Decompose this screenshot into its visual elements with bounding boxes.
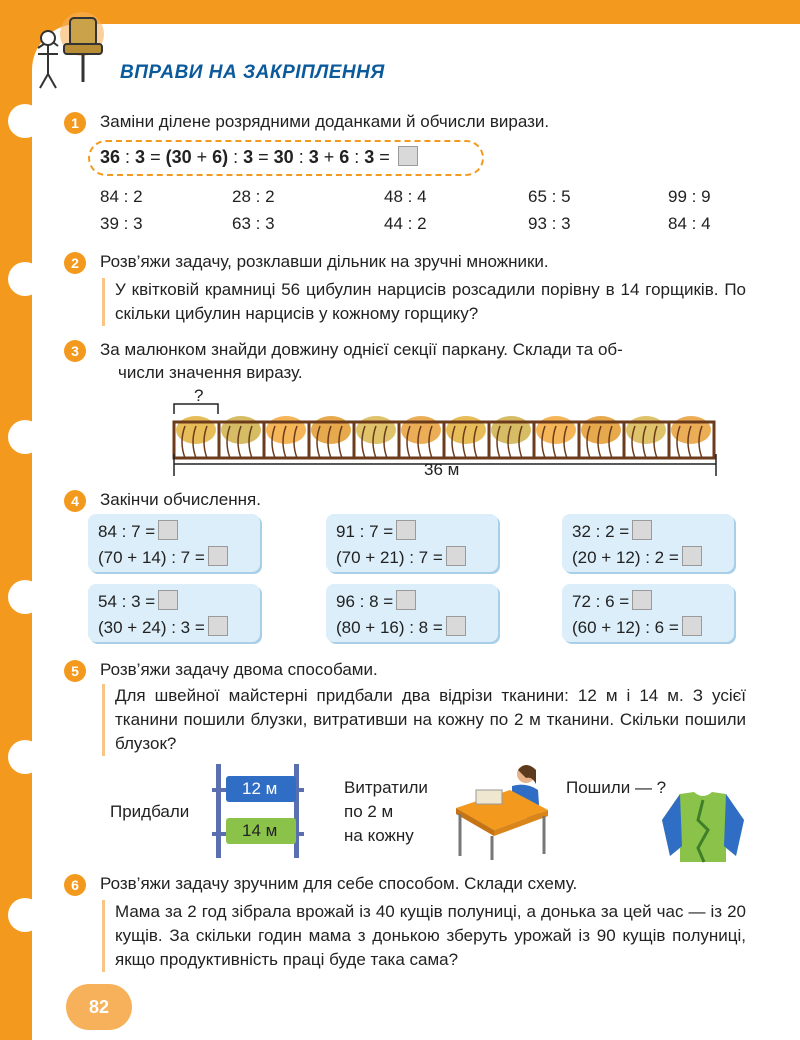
binder-hole: [8, 262, 42, 296]
calc-line: (20 + 12) : 2 =: [572, 546, 702, 569]
seamstress-illustration: [448, 760, 552, 860]
calc-card: [326, 584, 498, 642]
sewn-label: Пошили — ?: [566, 778, 667, 797]
spent-label: Витратили: [344, 778, 428, 797]
answer-box[interactable]: [446, 616, 466, 636]
task-number: 3: [64, 340, 86, 362]
task-instruction-cont: числи значення виразу.: [118, 363, 303, 382]
task-instruction: За малюнком знайди довжину однієї секції паркану. Склади та об-: [100, 340, 623, 359]
answer-box[interactable]: [396, 520, 416, 540]
spent-label: по 2 м: [344, 802, 394, 821]
word-problem: У квітковій крамниці 56 цибулин нарцисів розсадили порівну в 14 горщиків. По скільки цибулин нарцисів у кожному горщику?: [102, 278, 746, 326]
length-label: 36 м: [424, 460, 460, 479]
spent-label: на кожну: [344, 826, 414, 845]
word-problem: Мама за 2 год зібрала врожай із 40 кущів полуниці, а донька за цей час — із 20 кущів. За скільки годин мама з донькою зберуть урожай із 90 кущів полуниці, якщо продуктивність праці буде така сама?: [102, 900, 746, 972]
answer-box[interactable]: [632, 520, 652, 540]
roll-label: 12 м: [242, 779, 278, 798]
top-band: [0, 0, 800, 24]
task-number: 1: [64, 112, 86, 134]
binder-hole: [8, 898, 42, 932]
calc-line: 32 : 2 =: [572, 520, 652, 543]
calc-line: (60 + 12) : 6 =: [572, 616, 702, 639]
task-number: 4: [64, 490, 86, 512]
task-number: 6: [64, 874, 86, 896]
calc-line: (30 + 24) : 3 =: [98, 616, 228, 639]
example-equation: 36 : 3 = (30 + 6) : 3 = 30 : 3 + 6 : 3 =: [100, 145, 418, 169]
section-bracket: [174, 404, 218, 414]
answer-box[interactable]: [682, 616, 702, 636]
unknown-label: ?: [194, 386, 204, 405]
expression: 28 : 2: [232, 187, 275, 206]
binder-hole: [8, 580, 42, 614]
binder-hole: [8, 420, 42, 454]
answer-box[interactable]: [632, 590, 652, 610]
calc-card: [326, 514, 498, 572]
expression: 93 : 3: [528, 214, 571, 233]
calc-card: [562, 584, 734, 642]
binder-hole: [8, 104, 42, 138]
word-problem: Для швейної майстерні придбали два відрізи тканини: 12 м і 14 м. З усієї тканини пошили блузки, витративши на кожну по 2 м тканини. Скільки пошили блузок?: [102, 684, 746, 756]
calc-line: 84 : 7 =: [98, 520, 178, 543]
page-number: 82: [66, 984, 132, 1030]
calc-line: 72 : 6 =: [572, 590, 652, 613]
answer-box[interactable]: [158, 590, 178, 610]
answer-box[interactable]: [398, 146, 418, 166]
expression: 84 : 4: [668, 214, 711, 233]
answer-box[interactable]: [208, 546, 228, 566]
pin-character-icon: [18, 8, 118, 90]
calc-card: [88, 514, 260, 572]
answer-box[interactable]: [208, 616, 228, 636]
calc-card: [562, 514, 734, 572]
answer-box[interactable]: [396, 590, 416, 610]
calc-line: 91 : 7 =: [336, 520, 416, 543]
calc-line: 96 : 8 =: [336, 590, 416, 613]
task-instruction: Закінчи обчислення.: [100, 490, 261, 509]
expression: 99 : 9: [668, 187, 711, 206]
expression: 39 : 3: [100, 214, 143, 233]
answer-box[interactable]: [682, 546, 702, 566]
calc-line: (70 + 14) : 7 =: [98, 546, 228, 569]
calc-card: [88, 584, 260, 642]
calc-line: (70 + 21) : 7 =: [336, 546, 466, 569]
calc-line: (80 + 16) : 8 =: [336, 616, 466, 639]
binder-hole: [8, 740, 42, 774]
expression: 44 : 2: [384, 214, 427, 233]
expression: 84 : 2: [100, 187, 143, 206]
task-number: 5: [64, 660, 86, 682]
task-instruction: Заміни ділене розрядними доданками й обчисли вирази.: [100, 112, 550, 131]
calc-line: 54 : 3 =: [98, 590, 178, 613]
section-title: ВПРАВИ НА ЗАКРІПЛЕННЯ: [120, 62, 385, 83]
task-instruction: Розв’яжи задачу зручним для себе способом. Склади схему.: [100, 874, 578, 893]
task-instruction: Розв’яжи задачу двома способами.: [100, 660, 378, 679]
expression: 65 : 5: [528, 187, 571, 206]
expression: 48 : 4: [384, 187, 427, 206]
answer-box[interactable]: [158, 520, 178, 540]
answer-box[interactable]: [446, 546, 466, 566]
roll-label: 14 м: [242, 821, 278, 840]
expression: 63 : 3: [232, 214, 275, 233]
blouse-illustration: [660, 790, 746, 864]
task-instruction: Розв’яжи задачу, розклавши дільник на зручні множники.: [100, 252, 549, 271]
bought-label: Придбали: [110, 802, 190, 821]
task-number: 2: [64, 252, 86, 274]
